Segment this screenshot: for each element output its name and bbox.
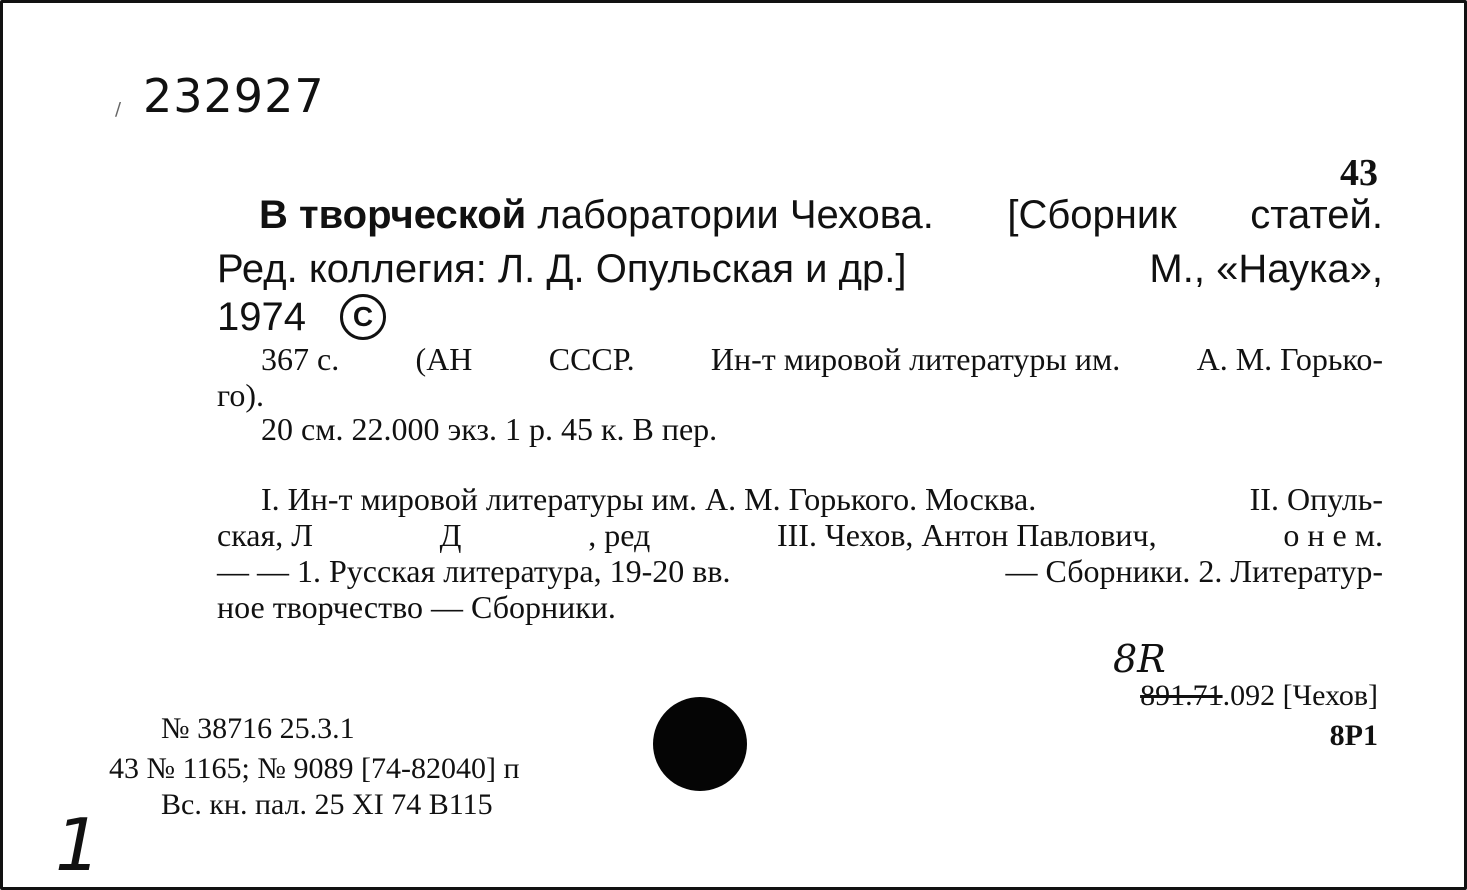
subjects-line-2 [217, 515, 1383, 555]
series-part-a: (АН [415, 341, 473, 377]
title-bold: В творческой [259, 193, 527, 237]
subjects-line-1 [261, 479, 1383, 519]
publication-year: 1974 [217, 295, 306, 339]
description-line-3: 20 см. 22.000 экз. 1 р. 45 к. В пер. [261, 411, 718, 447]
title-line-1 [259, 193, 1383, 237]
page-count: 367 с. [261, 341, 340, 377]
subject-initial: Д [439, 517, 462, 553]
author-mark: 8P1 [1329, 719, 1378, 752]
footer-line-2: 43 № 1165; № 9089 [74-82040] п [109, 752, 520, 785]
subject-heading-2: — Сборники. 2. Литератур- [1005, 553, 1383, 589]
title-text: лаборатории Чехова. [537, 193, 934, 237]
footer-line-1: № 38716 25.3.1 [161, 712, 355, 745]
code-rest: .092 [Чехов] [1222, 679, 1378, 712]
copyright-icon: C [340, 294, 386, 340]
subjects-line-4: ное творчество — Сборники. [217, 589, 616, 625]
series-part-d: А. М. Горько- [1196, 341, 1383, 377]
editors: Ред. коллегия: Л. Д. Опульская и др.] [217, 247, 907, 291]
inventory-number: 232927 [143, 69, 325, 123]
handwritten-corner-mark: 1 [55, 803, 101, 887]
subject-role: , ред [588, 517, 651, 553]
description-line-2: го). [217, 377, 264, 413]
subject-about: о н е м. [1283, 517, 1383, 553]
subjects-line-3 [217, 551, 1383, 591]
punch-hole [653, 697, 747, 791]
title-line-3 [217, 295, 386, 342]
title-collection: статей. [1250, 193, 1383, 237]
subject-entry-2: II. Опуль- [1249, 481, 1383, 517]
struck-code: 891.71 [1140, 679, 1223, 712]
subject-entry-2b: ская, Л [217, 517, 313, 553]
title-line-2 [217, 247, 1383, 291]
shelf-code: 43 [1340, 152, 1378, 194]
series-part-b: СССР. [548, 341, 635, 377]
title-bracket-start: [Сборник [1007, 193, 1177, 237]
classification-code [1140, 679, 1378, 713]
subject-entry-3: III. Чехов, Антон Павлович, [776, 517, 1157, 553]
publisher: М., «Наука», [1149, 247, 1383, 291]
footer-line-3: Вс. кн. пал. 25 XI 74 В115 [161, 788, 493, 821]
subject-entry-1: I. Ин-т мировой литературы им. А. М. Горького. Москва. [261, 481, 1037, 517]
inventory-mark: / [115, 99, 123, 120]
subject-heading-1: — — 1. Русская литература, 19-20 вв. [217, 553, 731, 589]
handwritten-classification: 8R [1113, 637, 1166, 681]
description-line-1 [261, 339, 1383, 379]
series-part-c: Ин-т мировой литературы им. [710, 341, 1121, 377]
